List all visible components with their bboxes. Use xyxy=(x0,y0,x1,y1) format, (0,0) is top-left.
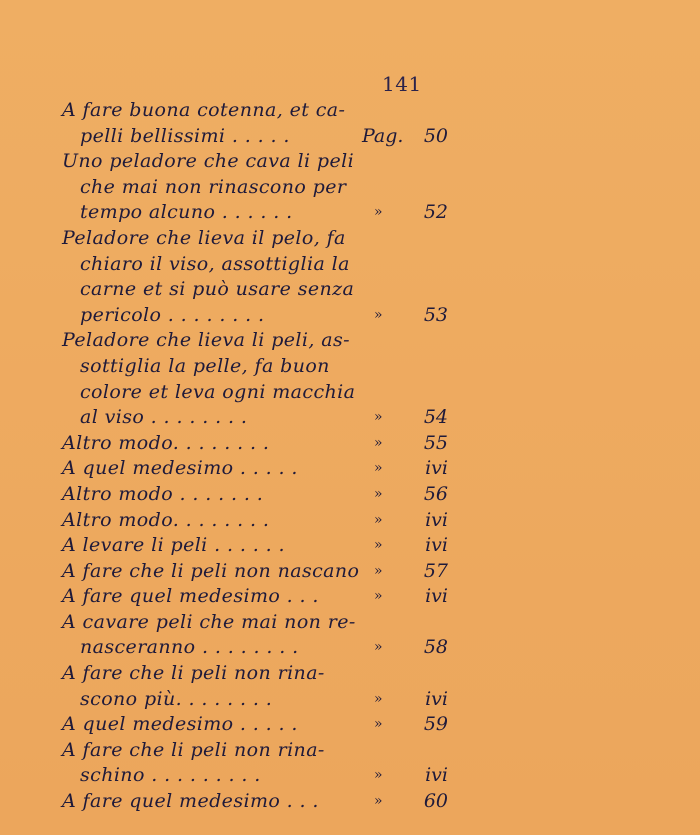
toc-entry-text: A cavare peli che mai non re- xyxy=(62,610,356,633)
toc-entry-line xyxy=(62,328,462,354)
toc-page-number: ivi xyxy=(425,585,448,608)
toc-entry xyxy=(62,508,462,534)
toc-entry-text: carne et si può usare senza xyxy=(80,278,355,301)
toc-entry-line xyxy=(62,763,462,789)
toc-page-number: ivi xyxy=(425,534,448,557)
toc-page-number: 53 xyxy=(423,303,448,326)
toc-entry-text: Altro modo . . . . . . . xyxy=(62,482,264,505)
toc-entry-text: chiaro il viso, assottiglia la xyxy=(80,252,350,275)
toc-entry-text: Peladore che lieva il pelo, fa xyxy=(62,226,346,249)
toc-entry-line xyxy=(62,252,462,278)
toc-entry-line xyxy=(62,431,462,457)
toc-entry-line xyxy=(62,661,462,687)
toc-page-marker: » xyxy=(374,460,383,477)
page-number: 141 xyxy=(382,72,422,96)
toc-entry-line xyxy=(62,712,462,738)
toc-entry-text: pericolo . . . . . . . . xyxy=(80,303,265,326)
toc-entry-line xyxy=(62,226,462,252)
toc-entry-text: A quel medesimo . . . . . xyxy=(62,713,298,736)
toc-entry-line xyxy=(62,277,462,303)
toc-entry xyxy=(62,431,462,457)
toc-page-marker: » xyxy=(374,511,383,528)
toc-entry-line xyxy=(62,98,462,124)
toc-page-number: 54 xyxy=(423,406,448,429)
toc-entry-line xyxy=(62,380,462,406)
toc-entry-text: A levare li peli . . . . . . xyxy=(62,534,285,557)
toc-entry-text: A fare che li peli non nascano xyxy=(62,559,360,582)
toc-entry-text: schino . . . . . . . . . xyxy=(80,764,261,787)
toc-entry-line xyxy=(62,149,462,175)
toc-entry-text: Uno peladore che cava li peli xyxy=(62,150,355,173)
toc-entry-line xyxy=(62,789,462,815)
toc-entry-text: che mai non rinascono per xyxy=(80,175,347,198)
toc-entry-line xyxy=(62,533,462,559)
toc-entry xyxy=(62,98,462,149)
toc-entry-text: sottiglia la pelle, fa buon xyxy=(80,354,330,377)
toc-entry xyxy=(62,226,462,328)
toc-entry-line xyxy=(62,482,462,508)
toc-page-marker: » xyxy=(374,204,383,221)
toc-entry-text: A fare buona cotenna, et ca- xyxy=(62,99,346,121)
toc-entry-line xyxy=(62,175,462,201)
toc-entry-text: nasceranno . . . . . . . . xyxy=(80,636,299,659)
toc-page-number: ivi xyxy=(425,508,448,531)
toc-page-marker: » xyxy=(374,409,383,426)
toc-entry xyxy=(62,712,462,738)
toc-page-marker: » xyxy=(374,767,383,784)
toc-entry-line xyxy=(62,124,462,150)
toc-page-marker: » xyxy=(374,588,383,605)
toc-entry-line xyxy=(62,405,462,431)
toc-entry-line xyxy=(62,584,462,610)
toc-entry-text: pelli bellissimi . . . . . xyxy=(80,124,290,147)
toc-page-number: ivi xyxy=(425,764,448,787)
toc-page-number: 56 xyxy=(423,482,448,505)
toc-page-number: 52 xyxy=(423,201,448,224)
toc-entry xyxy=(62,482,462,508)
toc-page-number: ivi xyxy=(425,687,448,710)
toc-page-marker: » xyxy=(374,690,383,707)
toc-entry-line xyxy=(62,635,462,661)
toc-entry xyxy=(62,661,462,712)
toc-page-marker: » xyxy=(374,716,383,733)
table-of-contents xyxy=(62,98,462,815)
toc-entry xyxy=(62,610,462,661)
toc-entry-line xyxy=(62,354,462,380)
toc-entry-text: A fare che li peli non rina- xyxy=(62,662,325,685)
toc-page-number: ivi xyxy=(425,457,448,480)
toc-entry xyxy=(62,328,462,430)
toc-entry-text: colore et leva ogni macchia xyxy=(80,380,356,403)
toc-entry xyxy=(62,149,462,226)
toc-entry xyxy=(62,533,462,559)
toc-page-marker: » xyxy=(374,485,383,502)
toc-entry-text: A quel medesimo . . . . . xyxy=(62,457,298,480)
toc-page-number: 55 xyxy=(423,431,448,454)
toc-page-marker: Pag. xyxy=(362,124,404,147)
toc-page-number: 57 xyxy=(423,559,448,582)
toc-entry xyxy=(62,789,462,815)
toc-entry-line xyxy=(62,738,462,764)
toc-page-marker: » xyxy=(374,639,383,656)
toc-entry-line xyxy=(62,200,462,226)
toc-entry-text: al viso . . . . . . . . xyxy=(80,406,248,429)
toc-entry-line xyxy=(62,610,462,636)
toc-entry-line xyxy=(62,303,462,329)
toc-entry-line xyxy=(62,687,462,713)
toc-page-marker: » xyxy=(374,562,383,579)
toc-entry xyxy=(62,559,462,585)
toc-page-marker: » xyxy=(374,793,383,810)
toc-entry-text: Altro modo. . . . . . . . xyxy=(62,431,270,454)
toc-entry-text: Peladore che lieva li peli, as- xyxy=(62,329,350,352)
toc-entry xyxy=(62,738,462,789)
toc-entry xyxy=(62,456,462,482)
toc-page-marker: » xyxy=(374,434,383,451)
toc-entry xyxy=(62,584,462,610)
toc-page-number: 58 xyxy=(423,636,448,659)
toc-page-marker: » xyxy=(374,537,383,554)
toc-page-number: 59 xyxy=(423,713,448,736)
toc-page-marker: » xyxy=(374,306,383,323)
toc-entry-text: A fare quel medesimo . . . xyxy=(62,790,319,813)
toc-page-number: 50 xyxy=(423,124,448,147)
toc-entry-line xyxy=(62,456,462,482)
toc-entry-text: A fare quel medesimo . . . xyxy=(62,585,319,608)
toc-entry-text: tempo alcuno . . . . . . xyxy=(80,201,293,224)
toc-entry-line xyxy=(62,559,462,585)
toc-entry-text: Altro modo. . . . . . . . xyxy=(62,508,270,531)
toc-entry-line xyxy=(62,508,462,534)
toc-page-number: 60 xyxy=(423,790,448,813)
toc-entry-text: A fare che li peli non rina- xyxy=(62,738,325,761)
toc-entry-text: scono più. . . . . . . . xyxy=(80,687,273,710)
